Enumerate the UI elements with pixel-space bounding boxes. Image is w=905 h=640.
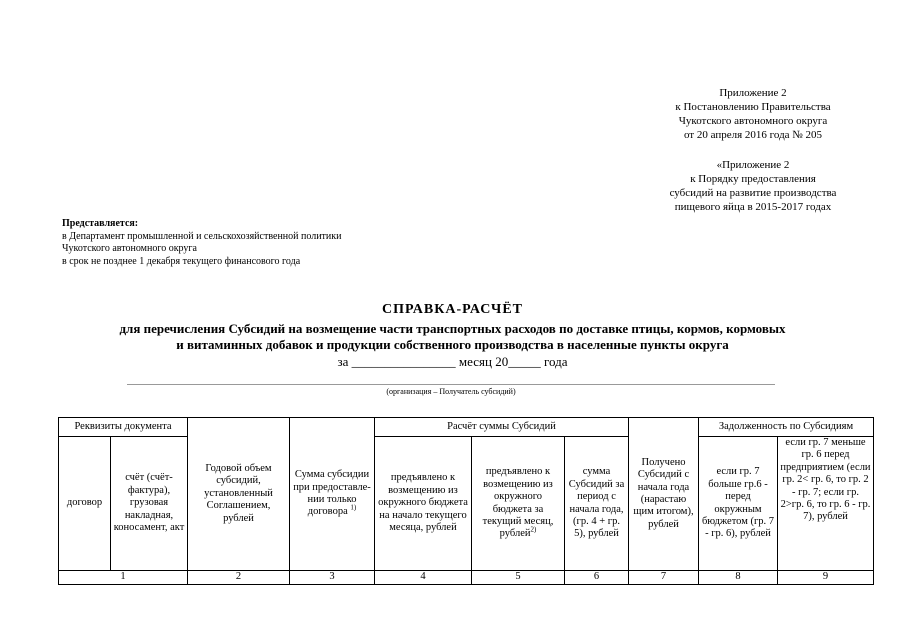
column-number: 3 bbox=[290, 571, 375, 585]
subtitle-line: для перечисления Субсидий на возмещение части транспортных расходов по доставке птицы, кормов, кормовых bbox=[119, 321, 786, 336]
order-appendix-line: к Порядку предоставления bbox=[690, 173, 816, 185]
header-invoice: счёт (счёт-фактура), грузовая накладная, коносамент, акт bbox=[111, 437, 188, 571]
calculation-table bbox=[58, 417, 874, 585]
period-line: за ________________ месяц 20_____ года bbox=[337, 354, 568, 369]
submission-line: в Департамент промышленной и сельскохозяйственной политики bbox=[62, 230, 342, 242]
column-number: 1 bbox=[59, 571, 188, 585]
appendix-line: к Постановлению Правительства bbox=[675, 101, 831, 113]
column-number: 2 bbox=[188, 571, 290, 585]
header-debt-budget: если гр. 7 больше гр.6 - перед окружным бюджетом (гр. 7 - гр. 6), рублей bbox=[699, 437, 778, 571]
header-period-sum: сумма Субсидий за период с начала года, (гр. 4 + гр. 5), рублей bbox=[565, 437, 629, 571]
header-annual-volume: Годовой объем субсидий, установленный Соглашением, рублей bbox=[188, 418, 290, 571]
appendix-line: от 20 апреля 2016 года № 205 bbox=[683, 129, 823, 141]
submission-line: в срок не позднее 1 декабря текущего финансового года bbox=[62, 255, 301, 267]
column-number: 9 bbox=[778, 571, 874, 585]
document-title: СПРАВКА-РАСЧЁТ bbox=[381, 302, 524, 317]
footnote-2-mark: 2) bbox=[530, 525, 537, 534]
organization-caption: (организация – Получатель субсидий) bbox=[386, 387, 516, 396]
column-number: 7 bbox=[629, 571, 699, 585]
order-appendix-line: «Приложение 2 bbox=[716, 159, 790, 171]
header-presented-current bbox=[472, 437, 565, 571]
header-presented-start: предъявлено к возмещению из окружного бюджета на начало текущего месяца, рублей bbox=[375, 437, 472, 571]
appendix-block bbox=[600, 86, 905, 142]
header-contract: договор bbox=[59, 437, 111, 571]
header-contract-subsidy-text: Сумма субсидии при предоставле-нии только договора bbox=[293, 469, 371, 518]
column-number: 8 bbox=[699, 571, 778, 585]
column-number: 6 bbox=[565, 571, 629, 585]
header-contract-subsidy bbox=[290, 418, 375, 571]
header-debt-group: Задолженность по Субсидиям bbox=[699, 418, 874, 437]
order-appendix-line: субсидий на развитие производства bbox=[669, 187, 837, 199]
organization-line bbox=[127, 384, 775, 385]
submission-block bbox=[62, 218, 342, 268]
column-number: 4 bbox=[375, 571, 472, 585]
header-documents-group: Реквизиты документа bbox=[59, 418, 188, 437]
subtitle-line: и витаминных добавок и продукции собственного производства в населенные пункты округа bbox=[176, 337, 729, 352]
submission-line: Чукотского автономного округа bbox=[62, 243, 197, 254]
submission-heading: Представляется: bbox=[62, 218, 139, 229]
header-received: Получено Субсидий с начала года (нарастаю щим итогом), рублей bbox=[629, 418, 699, 571]
appendix-line: Приложение 2 bbox=[719, 87, 787, 99]
header-debt-recipient: если гр. 7 меньше гр. 6 перед предприятием (если гр. 2< гр. 6, то гр. 2 - гр. 7; если гр. 2>гр. 6, то гр. 6 - гр. 7), рублей bbox=[778, 437, 874, 571]
order-appendix-block bbox=[600, 158, 905, 214]
header-presented-current-text: предъявлено к возмещению из окружного бюджета за текущий месяц, рублей bbox=[482, 466, 554, 540]
footnote-1-mark: 1) bbox=[350, 503, 357, 512]
order-appendix-line: пищевого яйца в 2015-2017 годах bbox=[674, 201, 832, 213]
document-subtitle bbox=[0, 321, 905, 353]
header-calculation-group: Расчёт суммы Субсидий bbox=[375, 418, 629, 437]
appendix-line: Чукотского автономного округа bbox=[678, 115, 828, 127]
column-number: 5 bbox=[472, 571, 565, 585]
